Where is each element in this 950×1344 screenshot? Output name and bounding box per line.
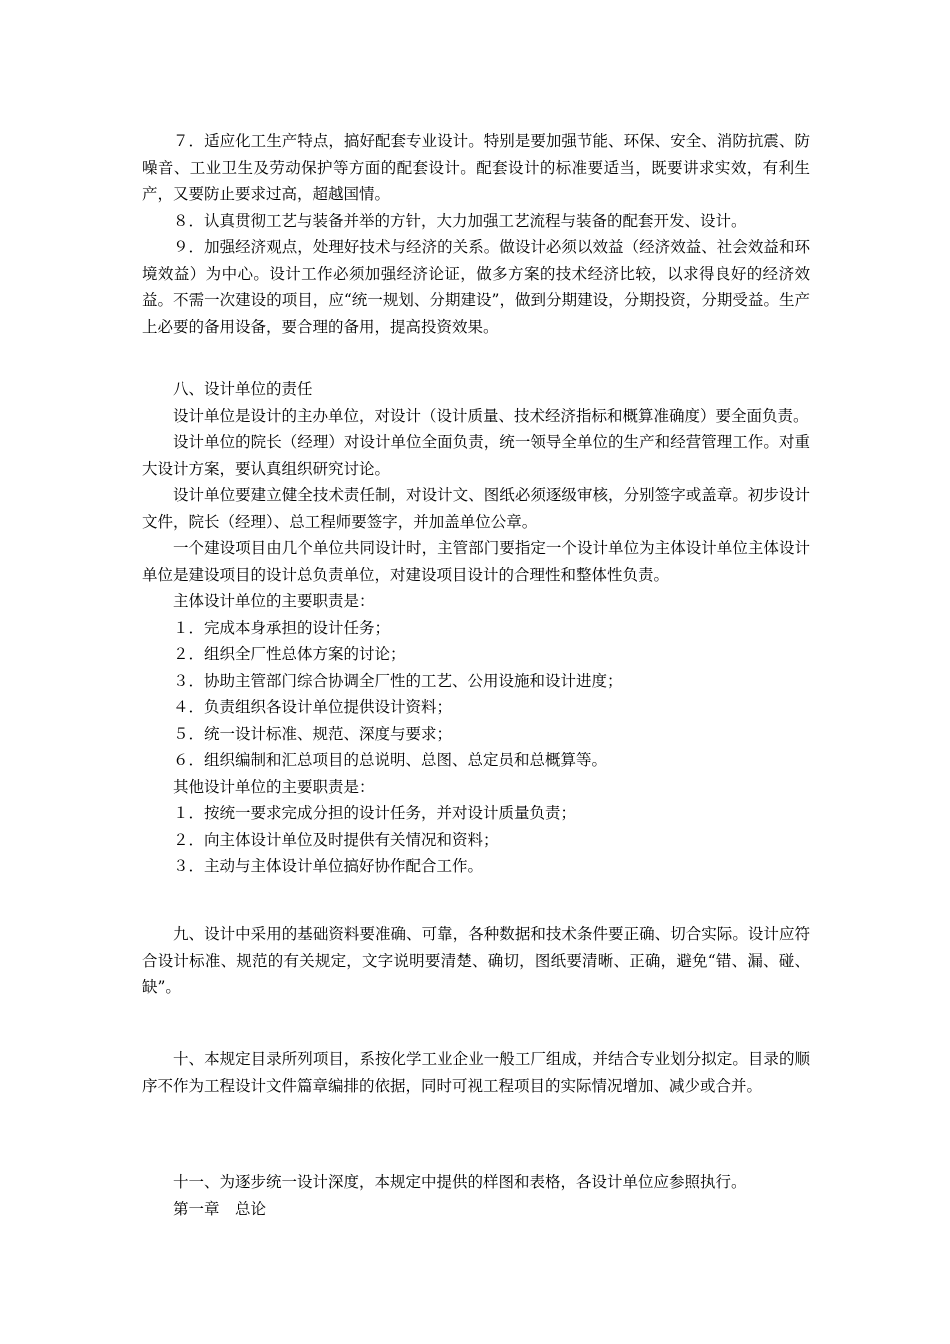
section-11-paragraph: 十一、为逐步统一设计深度，本规定中提供的样图和表格，各设计单位应参照执行。 <box>173 1173 747 1191</box>
section-8-paragraph: 一个建设项目由几个单位共同设计时，主管部门要指定一个设计单位为主体设计单位主体设计单位是建设项目的设计总负责单位，对建设项目设计的合理性和整体性负责。 <box>142 539 810 584</box>
other-unit-duty-item: ３．主动与主体设计单位搞好协作配合工作。 <box>173 857 484 875</box>
other-unit-duty-item: １．按统一要求完成分担的设计任务，并对设计质量负责； <box>173 804 577 822</box>
item-8-paragraph: ８．认真贯彻工艺与装备并举的方针，大力加强工艺流程与装备的配套开发、设计。 <box>173 211 747 230</box>
section-9-paragraph: 九、设计中采用的基础资料要准确、可靠，各种数据和技术条件要正确、切合实际。设计应符合设计标准、规范的有关规定，文字说明要清楚、确切，图纸要清晰、正确，避免“错、漏、碰、缺”。 <box>142 925 810 996</box>
main-unit-duty-item: ５．统一设计标准、规范、深度与要求； <box>173 724 453 743</box>
main-unit-duties-heading: 主体设计单位的主要职责是： <box>173 592 375 610</box>
main-unit-duty-item: ２．组织全厂性总体方案的讨论； <box>173 645 406 663</box>
items-7-to-9 <box>142 128 810 340</box>
section-9 <box>142 921 810 1001</box>
section-10-paragraph: 十、本规定目录所列项目，系按化学工业企业一般工厂组成，并结合专业划分拟定。目录的顺序不作为工程设计文件篇章编排的依据，同时可视工程项目的实际情况增加、减少或合并。 <box>142 1050 810 1095</box>
section-8-paragraph: 设计单位的院长（经理）对设计单位全面负责，统一领导全单位的生产和经营管理工作。对重大设计方案，要认真组织研究讨论。 <box>142 433 810 478</box>
section-8-paragraph: 设计单位是设计的主办单位，对设计（设计质量、技术经济指标和概算准确度）要全面负责。 <box>173 406 809 425</box>
other-unit-duties-heading: 其他设计单位的主要职责是： <box>173 777 375 796</box>
section-8-paragraph: 设计单位要建立健全技术责任制，对设计文、图纸必须逐级审核，分别签字或盖章。初步设计文件，院长（经理）、总工程师要签字，并加盖单位公章。 <box>142 486 810 531</box>
main-unit-duty-item: ４．负责组织各设计单位提供设计资料； <box>173 698 453 716</box>
chapter-heading: 第一章 总论 <box>173 1199 267 1218</box>
section-8 <box>142 376 810 880</box>
other-unit-duty-item: ２．向主体设计单位及时提供有关情况和资料； <box>173 830 499 849</box>
section-8-heading: 八、设计单位的责任 <box>173 380 313 398</box>
main-unit-duty-item: １．完成本身承担的设计任务； <box>173 618 391 637</box>
item-7-paragraph: ７．适应化工生产特点，搞好配套专业设计。特别是要加强节能、环保、安全、消防抗震、防噪音、工业卫生及劳动保护等方面的配套设计。配套设计的标准要适当，既要讲求实效，有利生产，又要防止要求过高，超越国情。 <box>142 132 810 203</box>
main-unit-duty-item: ３．协助主管部门综合协调全厂性的工艺、公用设施和设计进度； <box>173 671 623 690</box>
item-9-paragraph: ９．加强经济观点，处理好技术与经济的关系。做设计必须以效益（经济效益、社会效益和环境效益）为中心。设计工作必须加强经济论证，做多方案的技术经济比较，以求得良好的经济效益。不需一次建设的项目，应“统一规划、分期建设”，做到分期建设，分期投资，分期受益。生产上必要的备用设备，要合理的备用，提高投资效果。 <box>142 238 810 336</box>
section-11 <box>142 1169 810 1222</box>
section-10 <box>142 1046 810 1099</box>
main-unit-duty-item: ６．组织编制和汇总项目的总说明、总图、总定员和总概算等。 <box>173 751 608 769</box>
